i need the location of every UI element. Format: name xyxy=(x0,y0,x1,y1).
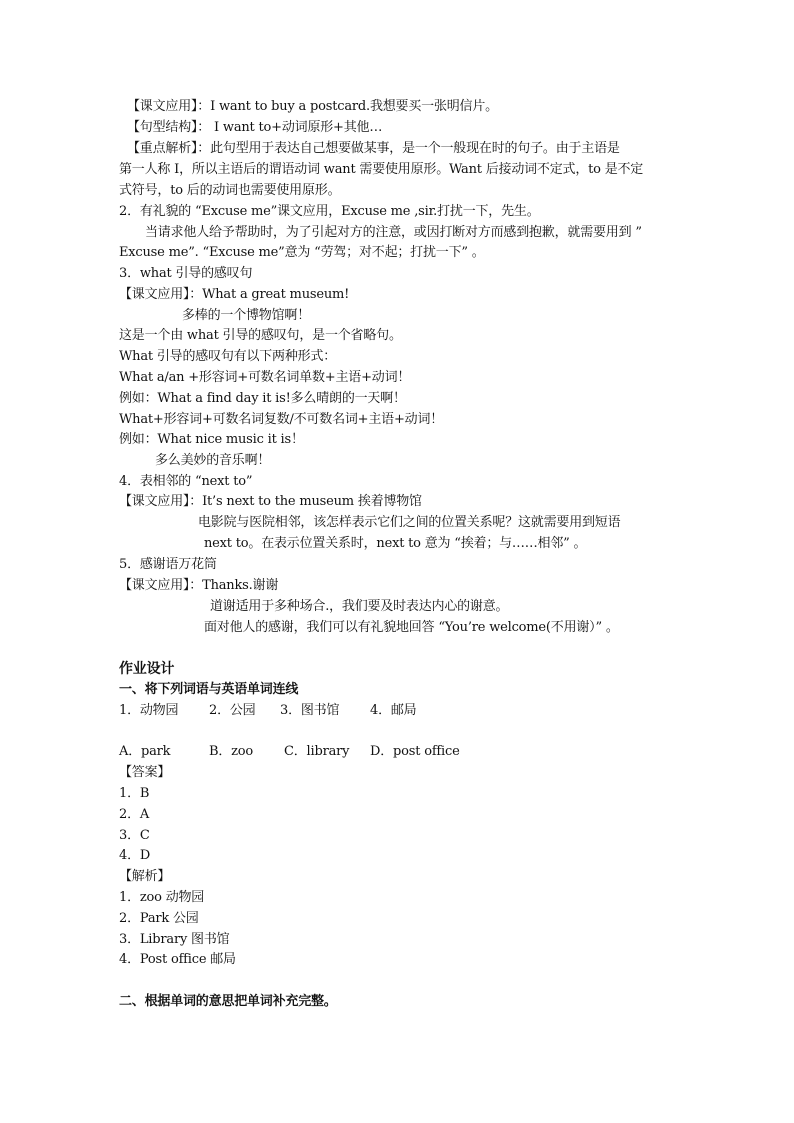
chinese-word: 4．邮局 xyxy=(370,703,417,718)
text-line: 5．感谢语万花筒 xyxy=(119,557,217,572)
text-line: 当请求他人给予帮助时，为了引起对方的注意，或因打断对方而感到抱歉，就需要用到 ” xyxy=(145,225,642,240)
text-line: 式符号，to 后的动词也需要使用原形。 xyxy=(119,183,341,198)
english-option: D．post office xyxy=(370,744,460,759)
english-option: B．zoo xyxy=(209,744,254,759)
text-line: 面对他人的感谢，我们可以有礼貌地回答 “You’re welcome(不用谢）” 。 xyxy=(204,620,619,635)
section2-title: 二、根据单词的意思把单词补充完整。 xyxy=(119,994,337,1009)
homework-heading: 作业设计 xyxy=(119,661,175,677)
answer-item: 4．D xyxy=(119,848,151,863)
analysis-title: 【解析】 xyxy=(119,869,171,884)
text-line: 3．what 引导的感叹句 xyxy=(119,266,253,281)
text-line: 例如：What nice music it is！ xyxy=(119,432,304,447)
text-line: 道谢适用于多种场合.，我们要及时表达内心的谢意。 xyxy=(210,599,509,614)
answer-title: 【答案】 xyxy=(119,765,171,780)
english-option: C．library xyxy=(284,744,350,759)
text-line: 【课文应用】：Thanks.谢谢 xyxy=(119,578,279,593)
text-line: 2．有礼貌的 “Excuse me”课文应用，Excuse me ,sir.打扰一下，先生。 xyxy=(119,204,540,219)
text-line: next to。在表示位置关系时，next to 意为 “挨着；与……相邻” 。 xyxy=(204,536,587,551)
text-line: 【重点解析】：此句型用于表达自己想要做某事，是一个一般现在时的句子。由于主语是 xyxy=(127,141,620,156)
text-line: 【句型结构】： I want to+动词原形+其他… xyxy=(127,120,383,135)
answer-item: 1．B xyxy=(119,786,150,801)
section1-title: 一、将下列词语与英语单词连线 xyxy=(119,682,299,697)
answer-item: 2．A xyxy=(119,807,150,822)
text-line: 电影院与医院相邻，该怎样表示它们之间的位置关系呢？这就需要用到短语 xyxy=(198,515,621,530)
text-line: 多么美妙的音乐啊！ xyxy=(155,453,271,468)
text-line: 多棒的一个博物馆啊！ xyxy=(182,308,311,323)
text-line: 4．表相邻的 “next to” xyxy=(119,474,253,489)
chinese-word: 2．公园 xyxy=(209,703,256,718)
text-line: What+形容词+可数名词复数/不可数名词+主语+动词！ xyxy=(119,412,444,427)
text-line: 这是一个由 what 引导的感叹句，是一个省略句。 xyxy=(119,328,402,343)
answer-item: 3．C xyxy=(119,828,150,843)
text-line: 【课文应用】：It’s next to the museum 挨着博物馆 xyxy=(119,494,422,509)
text-line: Excuse me”. “Excuse me”意为 “劳驾；对不起；打扰一下” 。 xyxy=(119,245,485,260)
text-line: 例如：What a find day it is!多么晴朗的一天啊！ xyxy=(119,391,406,406)
analysis-item: 4．Post office 邮局 xyxy=(119,952,236,967)
english-option: A．park xyxy=(119,744,171,759)
text-line: What 引导的感叹句有以下两种形式： xyxy=(119,349,337,364)
analysis-item: 2．Park 公园 xyxy=(119,911,199,926)
analysis-item: 1．zoo 动物园 xyxy=(119,890,205,905)
text-line: 【课文应用】：I want to buy a postcard.我想要买一张明信片。 xyxy=(127,99,498,114)
text-line: What a/an +形容词+可数名词单数+主语+动词！ xyxy=(119,370,411,385)
text-line: 【课文应用】：What a great museum! xyxy=(119,287,350,302)
analysis-item: 3．Library 图书馆 xyxy=(119,932,230,947)
text-line: 第一人称 I，所以主语后的谓语动词 want 需要使用原形。Want 后接动词不定式，to 是不定 xyxy=(119,162,644,177)
chinese-word: 3．图书馆 xyxy=(280,703,340,718)
chinese-word: 1．动物园 xyxy=(119,703,179,718)
